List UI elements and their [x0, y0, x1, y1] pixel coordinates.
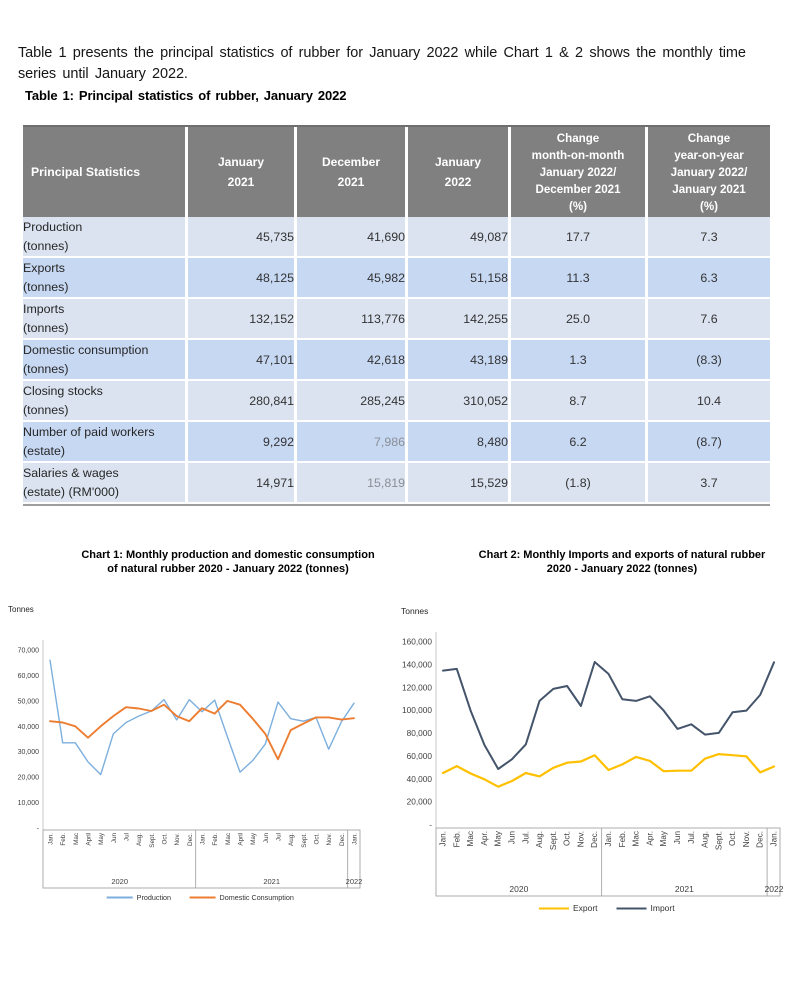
- month-label: Jan.: [604, 831, 613, 847]
- month-label: Aug.: [535, 831, 545, 848]
- year-label: 2020: [111, 877, 129, 886]
- row-label-line: Imports: [23, 301, 65, 316]
- column-header-line: Change: [556, 131, 600, 145]
- column-header-line: January 2021: [672, 182, 746, 196]
- month-label: April: [237, 833, 245, 846]
- y-tick-label: 140,000: [402, 659, 432, 670]
- month-label: Apr.: [479, 831, 489, 846]
- row-label-line: (tonnes): [23, 279, 69, 294]
- column-header-0: [23, 127, 188, 217]
- change-cell: [511, 340, 648, 381]
- y-tick-label: 80,000: [406, 728, 432, 738]
- cell-value: (8.7): [696, 434, 722, 449]
- month-label: Apr.: [645, 831, 655, 846]
- change-cell: [511, 258, 648, 299]
- month-label: Feb.: [212, 833, 220, 846]
- month-label: Dec.: [186, 833, 194, 846]
- cell-value: 1.3: [569, 352, 587, 367]
- y-tick-label: 10,000: [17, 800, 39, 808]
- table-header: [23, 127, 770, 217]
- cell-value: 6.3: [700, 270, 718, 285]
- column-header-line: 2021: [227, 175, 255, 189]
- column-header-line: year-on-year: [674, 148, 744, 162]
- y-axis-unit-label: Tonnes: [8, 605, 34, 614]
- column-header-3: [408, 127, 511, 217]
- value-cell: [408, 463, 511, 504]
- cell-value: 14,971: [256, 475, 294, 490]
- cell-value: 9,292: [262, 434, 294, 449]
- cell-value: 6.2: [569, 434, 587, 449]
- cell-value: 45,735: [256, 229, 294, 244]
- cell-value: 8,480: [476, 434, 508, 449]
- month-label: April: [85, 833, 93, 846]
- month-label: Dec.: [755, 831, 765, 848]
- change-cell: [511, 299, 648, 340]
- row-label: [23, 258, 188, 299]
- month-label: Sept.: [300, 833, 308, 848]
- row-label-line: Exports: [23, 260, 66, 275]
- cell-value: 42,618: [367, 352, 405, 367]
- cell-value: 132,152: [249, 311, 294, 326]
- chart1-title-line1: Chart 1: Monthly production and domestic consumption: [81, 549, 375, 561]
- month-label: Oct.: [161, 833, 169, 845]
- month-label: Aug.: [700, 831, 710, 848]
- row-label-line: (estate): [23, 443, 66, 458]
- chart1-block: [6, 546, 398, 920]
- month-label: Oct.: [313, 833, 321, 845]
- month-label: Jan.: [199, 833, 207, 845]
- month-label: Feb.: [617, 831, 627, 848]
- table-row: [23, 258, 770, 299]
- cell-value: 113,776: [361, 311, 405, 326]
- cell-value: 25.0: [565, 311, 591, 326]
- y-tick-label: 70,000: [17, 647, 39, 655]
- value-cell: [188, 381, 297, 422]
- cell-value: 41,690: [367, 229, 405, 244]
- cell-value: 51,158: [470, 270, 508, 285]
- table-header-row: [23, 127, 770, 217]
- month-label: Jan.: [438, 831, 448, 847]
- change-cell: [511, 381, 648, 422]
- row-label: [23, 340, 188, 381]
- change-cell: [511, 422, 648, 463]
- row-label-line: (tonnes): [23, 320, 69, 335]
- month-label: Jun: [262, 833, 270, 844]
- cell-value: (8.3): [696, 352, 722, 367]
- year-label: 2021: [263, 877, 281, 886]
- year-label: 2022: [345, 877, 363, 886]
- cell-value: (1.8): [565, 475, 591, 490]
- y-tick-label: -: [429, 819, 432, 830]
- chart1-title-line2: of natural rubber 2020 - January 2022 (tonnes): [107, 563, 349, 575]
- cell-value: 7.6: [700, 311, 718, 326]
- table-row: [23, 463, 770, 504]
- column-header-line: January 2022/: [539, 165, 617, 179]
- column-header-2: [297, 127, 408, 217]
- month-label: Nov.: [576, 831, 586, 848]
- row-label-line: Salaries & wages: [23, 465, 119, 480]
- month-label: Jan.: [47, 833, 55, 845]
- column-header-line: month-on-month: [531, 148, 625, 162]
- row-label-line: Production: [23, 219, 83, 234]
- column-header-line: January: [434, 155, 482, 169]
- value-cell: [188, 217, 297, 258]
- cell-value: 310,052: [463, 393, 508, 408]
- table-title: Table 1: Principal statistics of rubber, January 2022: [25, 88, 347, 103]
- value-cell: [297, 422, 408, 463]
- y-tick-label: 160,000: [402, 636, 432, 647]
- row-label-line: Domestic consumption: [23, 342, 149, 357]
- domestic-consumption-legend-label: Domestic Consumption: [219, 893, 294, 902]
- intro-line-1: Table 1 presents the principal statistics of rubber for January 2022 while Chart 1 & 2 shows the monthly time: [18, 44, 746, 61]
- year-label: 2022: [764, 884, 784, 894]
- month-label: Aug.: [136, 833, 144, 846]
- chart2-title: [456, 548, 788, 576]
- value-cell: [408, 258, 511, 299]
- month-label: Feb.: [60, 833, 68, 846]
- month-label: Jul.: [686, 831, 696, 844]
- month-label: Nov.: [741, 831, 751, 848]
- value-cell: [297, 258, 408, 299]
- value-cell: [408, 299, 511, 340]
- change-cell: [511, 217, 648, 258]
- month-label: Feb.: [452, 831, 462, 848]
- cell-value: 7,986: [373, 434, 405, 449]
- value-cell: [408, 217, 511, 258]
- intro-line-2: series until January 2022.: [18, 66, 188, 82]
- value-cell: [297, 340, 408, 381]
- value-cell: [297, 463, 408, 504]
- month-label: May: [98, 833, 106, 845]
- month-label: Sept.: [548, 831, 558, 851]
- row-label-line: (tonnes): [23, 361, 69, 376]
- column-header-line: December 2021: [535, 182, 621, 196]
- month-label: Aug.: [288, 833, 296, 846]
- month-label: Mac: [224, 833, 232, 845]
- value-cell: [408, 381, 511, 422]
- column-header-line: (%): [568, 199, 588, 213]
- production-line: [50, 660, 354, 774]
- chart2-title-line1: Chart 2: Monthly Imports and exports of natural rubber: [478, 549, 766, 561]
- month-label: Dec.: [338, 833, 346, 846]
- cell-value: 47,101: [256, 352, 294, 367]
- value-cell: [408, 422, 511, 463]
- chart1-canvas: [6, 602, 398, 910]
- row-label-line: Number of paid workers: [23, 424, 155, 439]
- month-label: Jan.: [769, 831, 779, 847]
- cell-value: 17.7: [565, 229, 591, 244]
- column-header-line: December: [321, 155, 381, 169]
- row-label-line: (tonnes): [23, 238, 69, 253]
- value-cell: [297, 217, 408, 258]
- y-tick-label: 40,000: [17, 723, 39, 731]
- month-label: Nov.: [326, 833, 334, 846]
- month-label: Mac: [72, 833, 80, 845]
- cell-value: 43,189: [470, 352, 508, 367]
- table-row: [23, 381, 770, 422]
- import-line: [443, 662, 774, 769]
- y-tick-label: 120,000: [402, 682, 432, 693]
- cell-value: 15,819: [367, 475, 405, 490]
- year-label: 2020: [509, 884, 529, 894]
- row-label: [23, 217, 188, 258]
- table-row: [23, 299, 770, 340]
- change-cell: [648, 340, 770, 381]
- domestic-consumption-line: [50, 701, 354, 759]
- year-label: 2021: [674, 884, 694, 894]
- column-header-line: January: [217, 155, 265, 169]
- chart2-canvas: [398, 602, 794, 920]
- y-tick-label: -: [36, 825, 39, 833]
- change-cell: [648, 299, 770, 340]
- month-label: Oct.: [562, 831, 572, 847]
- table-row: [23, 340, 770, 381]
- change-cell: [648, 217, 770, 258]
- column-header-line: 2021: [337, 175, 365, 189]
- value-cell: [188, 340, 297, 381]
- cell-value: 15,529: [470, 475, 508, 490]
- cell-value: 48,125: [256, 270, 294, 285]
- y-tick-label: 20,000: [406, 796, 432, 807]
- value-cell: [188, 299, 297, 340]
- month-label: May: [250, 833, 258, 845]
- month-label: Dec.: [590, 831, 600, 848]
- cell-value: 280,841: [249, 393, 294, 408]
- month-label: Jul: [275, 833, 283, 842]
- intro-paragraph: [18, 43, 780, 86]
- month-label: Sept.: [714, 831, 724, 851]
- column-header-line: (%): [699, 199, 719, 213]
- chart2-block: [398, 546, 794, 920]
- table-body: [23, 217, 770, 504]
- row-label: [23, 299, 188, 340]
- cell-value: 10.4: [696, 393, 722, 408]
- cell-value: 49,087: [470, 229, 508, 244]
- cell-value: 3.7: [700, 475, 718, 490]
- row-label: [23, 422, 188, 463]
- value-cell: [408, 340, 511, 381]
- value-cell: [297, 381, 408, 422]
- charts-row: [0, 546, 794, 920]
- cell-value: 7.3: [700, 229, 718, 244]
- cell-value: 8.7: [569, 393, 587, 408]
- month-label: Jul: [123, 833, 131, 842]
- principal-statistics-table: [23, 125, 770, 506]
- row-label-line: Closing stocks: [23, 383, 103, 398]
- change-cell: [648, 422, 770, 463]
- row-label: [23, 463, 188, 504]
- table-row: [23, 217, 770, 258]
- month-label: Nov.: [174, 833, 182, 846]
- row-label: [23, 381, 188, 422]
- column-header-line: Change: [687, 131, 731, 145]
- cell-value: 285,245: [360, 393, 405, 408]
- y-tick-label: 40,000: [406, 773, 432, 784]
- value-cell: [297, 299, 408, 340]
- month-label: Jun: [110, 833, 118, 844]
- cell-value: 11.3: [566, 270, 590, 285]
- month-label: Sept.: [148, 833, 156, 848]
- month-label: Jul.: [521, 831, 531, 844]
- y-tick-label: 60,000: [406, 750, 432, 761]
- y-tick-label: 30,000: [17, 749, 39, 757]
- y-axis-unit-label: Tonnes: [401, 606, 429, 616]
- chart1-title: [68, 548, 388, 576]
- y-tick-label: 50,000: [17, 698, 39, 706]
- y-tick-label: 60,000: [17, 672, 39, 680]
- column-header-4: [511, 127, 648, 217]
- column-header-line: Principal Statistics: [31, 165, 141, 179]
- change-cell: [648, 258, 770, 299]
- column-header-1: [188, 127, 297, 217]
- table-row: [23, 422, 770, 463]
- column-header-5: [648, 127, 770, 217]
- cell-value: 45,982: [367, 270, 405, 285]
- change-cell: [648, 463, 770, 504]
- month-label: Mac: [631, 831, 641, 847]
- value-cell: [188, 463, 297, 504]
- export-legend-label: Export: [572, 903, 598, 913]
- row-label-line: (tonnes): [23, 402, 69, 417]
- month-label: Mac: [466, 831, 476, 847]
- column-header-line: 2022: [444, 175, 472, 189]
- row-label-line: (estate) (RM'000): [23, 484, 120, 499]
- month-label: May: [659, 831, 669, 847]
- month-label: Jun: [672, 831, 682, 845]
- month-label: Jun: [507, 831, 517, 845]
- change-cell: [511, 463, 648, 504]
- cell-value: 142,255: [463, 311, 508, 326]
- month-label: Oct.: [728, 831, 738, 847]
- month-label: May: [493, 831, 503, 847]
- y-tick-label: 20,000: [17, 774, 39, 782]
- import-legend-label: Import: [650, 903, 675, 913]
- value-cell: [188, 258, 297, 299]
- month-label: Jan.: [351, 833, 359, 845]
- column-header-line: January 2022/: [670, 165, 748, 179]
- production-legend-label: Production: [136, 893, 172, 902]
- y-tick-label: 100,000: [402, 705, 432, 716]
- chart2-title-line2: 2020 - January 2022 (tonnes): [546, 563, 698, 575]
- change-cell: [648, 381, 770, 422]
- value-cell: [188, 422, 297, 463]
